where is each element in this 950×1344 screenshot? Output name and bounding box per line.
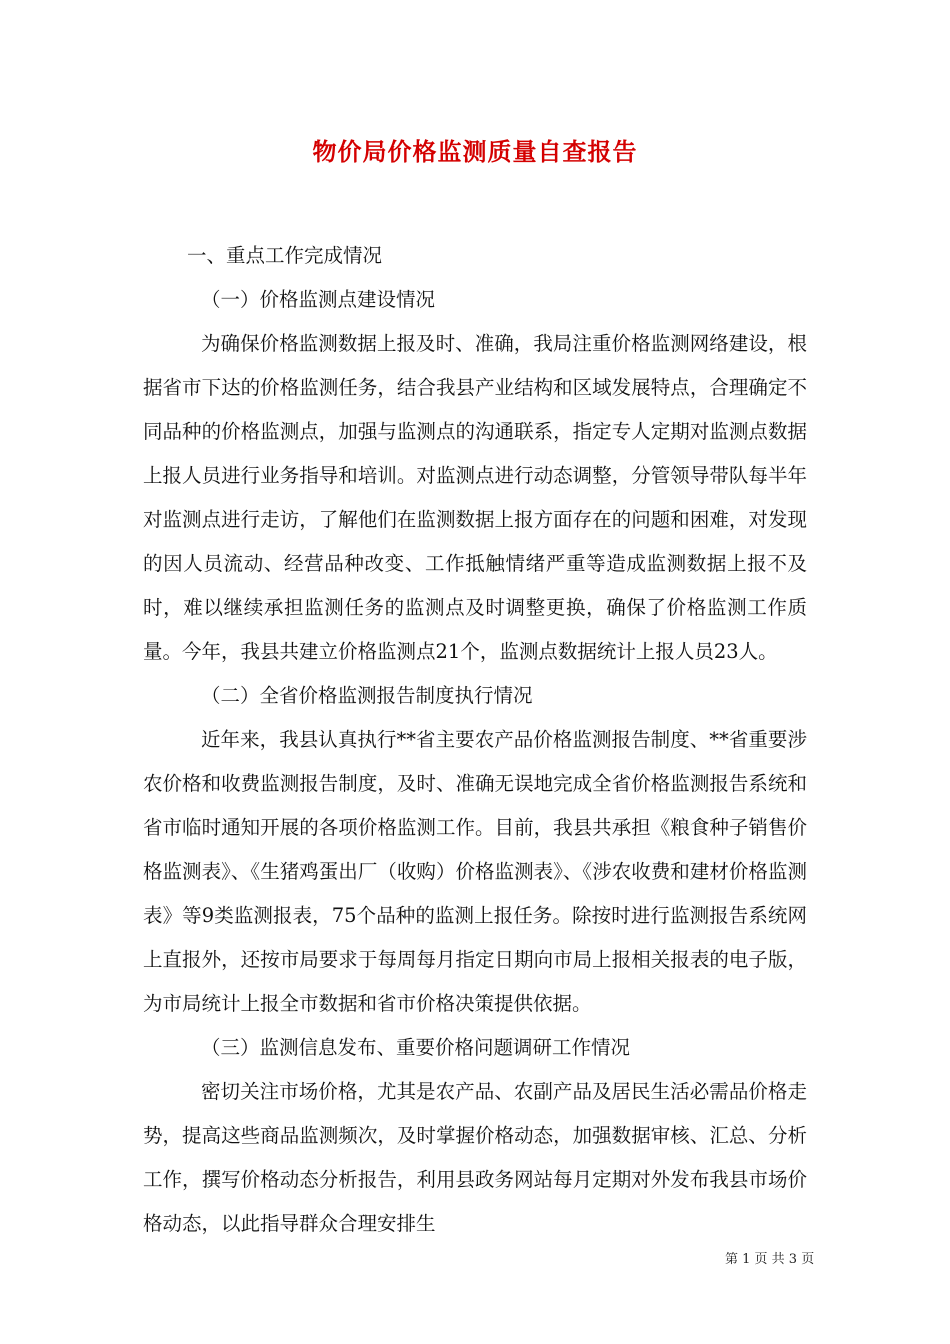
paragraph-1: 为确保价格监测数据上报及时、准确，我局注重价格监测网络建设，根据省市下达的价格监测任务，结合我县产业结构和区域发展特点，合理确定不同品种的价格监测点，加强与监测点的沟通联系，指定专人定期对监测点数据上报人员进行业务指导和培训。对监测点进行动态调整，分管领导带队每半年对监测点进行走访，了解他们在监测数据上报方面存在的问题和困难，对发现的因人员流动、经营品种改变、工作抵触情绪严重等造成监测数据上报不及时，难以继续承担监测任务的监测点及时调整更换，确保了价格监测工作质量。今年，我县共建立价格监测点21个，监测点数据统计上报人员23人。 [143, 332, 807, 663]
paragraph-2: 近年来，我县认真执行**省主要农产品价格监测报告制度、**省重要涉农价格和收费监测报告制度，及时、准确无误地完成全省价格监测报告系统和省市临时通知开展的各项价格监测工作。目前，我县共承担《粮食种子销售价格监测表》、《生猪鸡蛋出厂（收购）价格监测表》、《涉农收费和建材价格监测表》等9类监测报表，75个品种的监测上报任务。除按时进行监测报告系统网上直报外，还按市局要求于每周每月指定日期向市局上报相关报表的电子版，为市局统计上报全市数据和省市价格决策提供依据。 [143, 728, 807, 1015]
page-number-footer: 第 1 页 共 3 页 [725, 1252, 815, 1267]
document-title: 物价局价格监测质量自查报告 [312, 137, 638, 166]
subsection-heading-2: （二）全省价格监测报告制度执行情况 [201, 684, 533, 707]
subsection-heading-3: （三）监测信息发布、重要价格问题调研工作情况 [201, 1036, 631, 1059]
subsection-heading-1: （一）价格监测点建设情况 [201, 288, 436, 311]
paragraph-3: 密切关注市场价格，尤其是农产品、农副产品及居民生活必需品价格走势，提高这些商品监测频次，及时掌握价格动态，加强数据审核、汇总、分析工作，撰写价格动态分析报告，利用县政务网站每月定期对外发布我县市场价格动态，以此指导群众合理安排生 [143, 1080, 807, 1235]
document-body [143, 234, 807, 1246]
section-heading-1: 一、重点工作完成情况 [187, 244, 383, 267]
